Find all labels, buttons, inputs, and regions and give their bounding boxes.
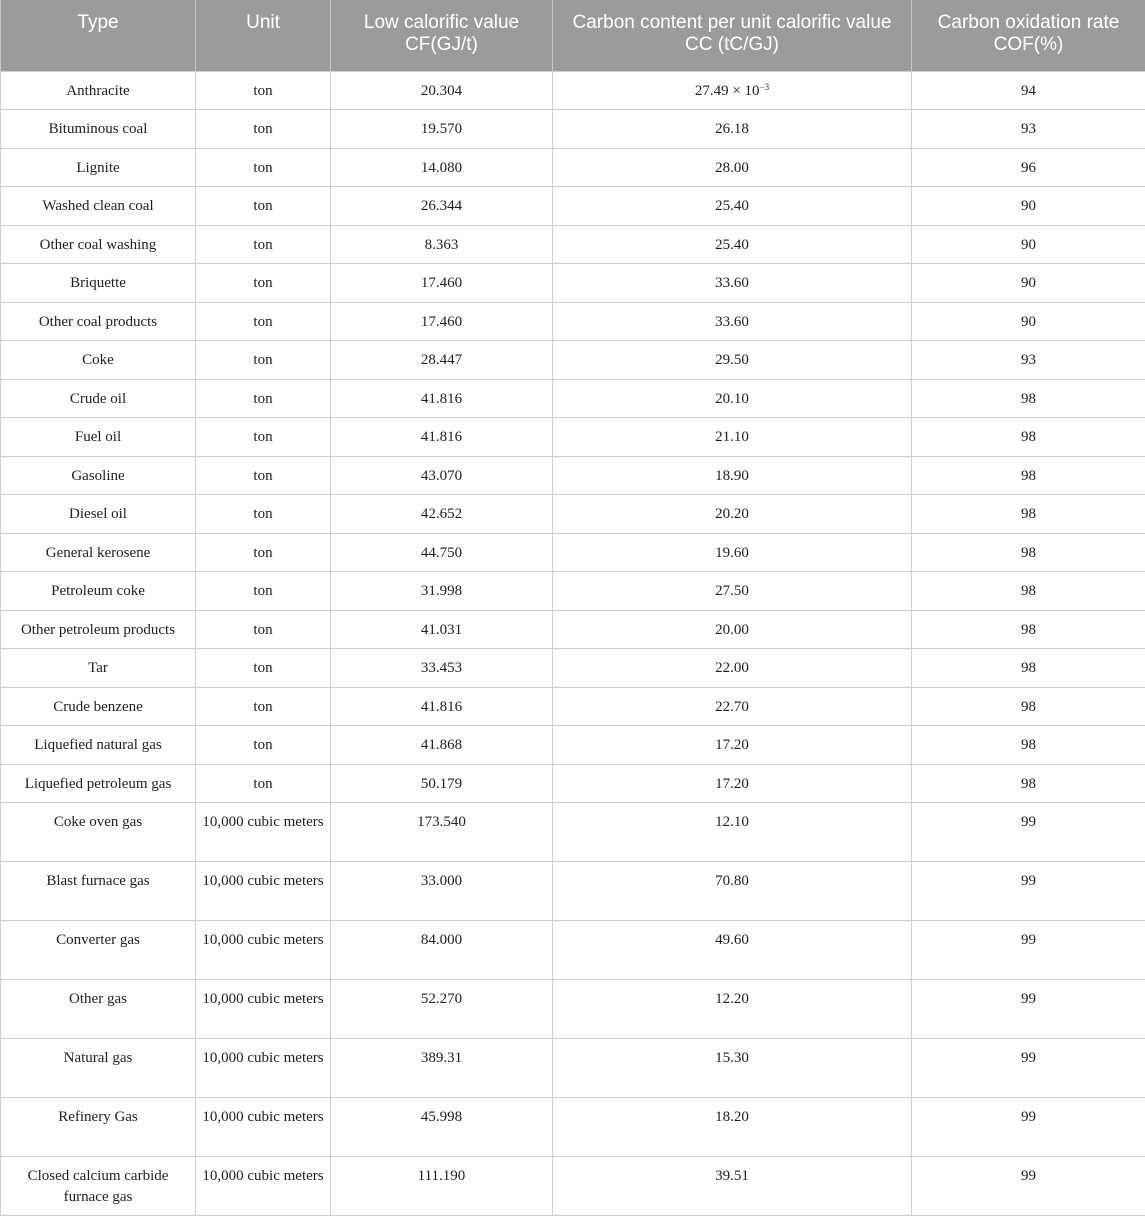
- carbon-content-cell: [553, 379, 912, 418]
- oxidation-rate-value: 99: [1021, 814, 1036, 830]
- unit-value: ton: [253, 82, 273, 99]
- calorific-value-cell: [331, 71, 553, 110]
- carbon-content-value: 28.00: [715, 159, 749, 176]
- calorific-value-value: 44.750: [420, 544, 463, 561]
- oxidation-rate-value: 98: [1021, 775, 1036, 792]
- type-cell: [1, 921, 196, 980]
- oxidation-rate-cell: [912, 110, 1145, 149]
- unit-value: ton: [253, 583, 273, 599]
- oxidation-rate-value: 99: [1021, 1168, 1036, 1184]
- unit-value: 10,000 cubic meters: [202, 1109, 324, 1125]
- carbon-content-value: 18.20: [715, 1109, 749, 1125]
- carbon-content-value: 33.60: [715, 313, 749, 330]
- type-cell: [1, 572, 196, 611]
- carbon-content-value: 29.50: [715, 352, 749, 368]
- table-row: [1, 148, 1145, 187]
- unit-value: ton: [253, 236, 273, 253]
- type-value: Crude benzene: [53, 698, 143, 715]
- calorific-value-value: 173.540: [417, 814, 466, 830]
- type-value: Other coal products: [38, 313, 158, 330]
- unit-cell: [196, 187, 331, 226]
- type-cell: [1, 533, 196, 572]
- carbon-content-cell: [553, 1039, 912, 1098]
- carbon-content-cell: [553, 980, 912, 1039]
- oxidation-rate-value: 90: [1021, 275, 1036, 291]
- type-cell: [1, 495, 196, 534]
- carbon-content-value: 21.10: [715, 429, 749, 445]
- table-row: [1, 649, 1145, 688]
- oxidation-rate-cell: [912, 341, 1145, 380]
- unit-value: ton: [253, 429, 273, 445]
- type-cell: [1, 862, 196, 921]
- type-value: Anthracite: [66, 82, 130, 99]
- unit-value: ton: [253, 698, 273, 715]
- header-carbon-content: Carbon content per unit calorific value CC (tC/GJ): [553, 0, 912, 71]
- oxidation-rate-cell: [912, 302, 1145, 341]
- oxidation-rate-cell: [912, 187, 1145, 226]
- carbon-content-value: 25.40: [715, 236, 749, 253]
- oxidation-rate-value: 99: [1021, 991, 1036, 1007]
- type-cell: [1, 418, 196, 457]
- table-row: [1, 862, 1145, 921]
- carbon-content-value: 12.10: [715, 814, 749, 830]
- oxidation-rate-value: 99: [1021, 1109, 1036, 1125]
- type-value: Other coal washing: [39, 236, 157, 253]
- table-row: [1, 495, 1145, 534]
- type-cell: [1, 726, 196, 765]
- carbon-content-value: 22.70: [715, 698, 749, 715]
- table-row: [1, 418, 1145, 457]
- oxidation-rate-cell: [912, 687, 1145, 726]
- type-cell: [1, 803, 196, 862]
- carbon-content-value: 39.51: [715, 1168, 749, 1184]
- oxidation-rate-value: 96: [1021, 159, 1036, 176]
- type-cell: [1, 225, 196, 264]
- table-row: [1, 572, 1145, 611]
- table-header: [1, 0, 1145, 71]
- exponent-superscript: −3: [759, 81, 770, 92]
- type-value: General kerosene: [45, 544, 151, 561]
- type-cell: [1, 187, 196, 226]
- carbon-content-cell: [553, 726, 912, 765]
- unit-value: 10,000 cubic meters: [202, 1050, 324, 1066]
- table-row: [1, 803, 1145, 862]
- oxidation-rate-value: 98: [1021, 583, 1036, 599]
- calorific-value-value: 33.453: [420, 660, 463, 676]
- unit-value: 10,000 cubic meters: [202, 1168, 324, 1184]
- carbon-content-cell: [553, 649, 912, 688]
- carbon-content-value: 17.20: [715, 775, 749, 792]
- table-row: [1, 187, 1145, 226]
- unit-value: 10,000 cubic meters: [202, 932, 324, 948]
- oxidation-rate-cell: [912, 610, 1145, 649]
- table-row: [1, 533, 1145, 572]
- type-cell: [1, 148, 196, 187]
- type-value: Liquefied natural gas: [34, 737, 162, 753]
- carbon-content-cell: [553, 862, 912, 921]
- table-row: [1, 610, 1145, 649]
- unit-cell: [196, 148, 331, 187]
- unit-value: ton: [253, 352, 273, 368]
- type-cell: [1, 456, 196, 495]
- type-value: Briquette: [70, 275, 126, 291]
- unit-value: ton: [253, 660, 273, 676]
- calorific-value-cell: [331, 572, 553, 611]
- oxidation-rate-value: 98: [1021, 698, 1036, 715]
- type-value: Tar: [88, 660, 108, 676]
- calorific-value-cell: [331, 110, 553, 149]
- table-row: [1, 1098, 1145, 1157]
- calorific-value-cell: [331, 341, 553, 380]
- carbon-content-value: 22.00: [715, 660, 749, 676]
- oxidation-rate-value: 90: [1021, 198, 1036, 214]
- type-cell: [1, 649, 196, 688]
- table-row: [1, 1039, 1145, 1098]
- carbon-content-cell: [553, 687, 912, 726]
- oxidation-rate-cell: [912, 418, 1145, 457]
- unit-cell: [196, 862, 331, 921]
- carbon-content-value: 19.60: [715, 544, 749, 561]
- calorific-value-cell: [331, 726, 553, 765]
- calorific-value-value: 31.998: [420, 583, 463, 599]
- carbon-content-value: 20.10: [715, 390, 749, 407]
- unit-value: ton: [253, 313, 273, 330]
- unit-cell: [196, 379, 331, 418]
- oxidation-rate-cell: [912, 1098, 1145, 1157]
- table-row: [1, 764, 1145, 803]
- unit-cell: [196, 726, 331, 765]
- oxidation-rate-cell: [912, 1039, 1145, 1098]
- type-value: Gasoline: [71, 467, 125, 484]
- calorific-value-cell: [331, 687, 553, 726]
- unit-cell: [196, 533, 331, 572]
- oxidation-rate-value: 99: [1021, 932, 1036, 948]
- calorific-value-value: 42.652: [420, 506, 463, 522]
- unit-cell: [196, 456, 331, 495]
- oxidation-rate-cell: [912, 862, 1145, 921]
- carbon-content-value: 15.30: [715, 1050, 749, 1066]
- calorific-value-cell: [331, 1098, 553, 1157]
- oxidation-rate-cell: [912, 980, 1145, 1039]
- oxidation-rate-cell: [912, 572, 1145, 611]
- type-value: Closed calcium carbide furnace gas: [27, 1168, 169, 1205]
- oxidation-rate-value: 90: [1021, 313, 1036, 330]
- unit-cell: [196, 264, 331, 303]
- type-value: Bituminous coal: [48, 121, 148, 137]
- unit-cell: [196, 649, 331, 688]
- type-value: Blast furnace gas: [46, 873, 150, 889]
- unit-value: ton: [253, 544, 273, 561]
- oxidation-rate-cell: [912, 456, 1145, 495]
- oxidation-rate-value: 99: [1021, 873, 1036, 889]
- type-cell: [1, 1157, 196, 1216]
- carbon-content-cell: [553, 495, 912, 534]
- table-row: [1, 980, 1145, 1039]
- carbon-content-value: 18.90: [715, 467, 749, 484]
- oxidation-rate-value: 93: [1021, 352, 1036, 368]
- carbon-content-cell: [553, 225, 912, 264]
- unit-cell: [196, 225, 331, 264]
- carbon-content-cell: [553, 341, 912, 380]
- calorific-value-value: 41.816: [420, 390, 463, 407]
- unit-value: ton: [253, 737, 273, 753]
- calorific-value-value: 111.190: [417, 1168, 466, 1184]
- carbon-content-cell: [553, 456, 912, 495]
- calorific-value-value: 20.304: [420, 82, 463, 99]
- calorific-value-cell: [331, 302, 553, 341]
- calorific-value-cell: [331, 456, 553, 495]
- unit-cell: [196, 572, 331, 611]
- carbon-content-value: 70.80: [715, 873, 749, 889]
- type-cell: [1, 687, 196, 726]
- type-cell: [1, 980, 196, 1039]
- calorific-value-cell: [331, 533, 553, 572]
- carbon-content-value: 27.50: [715, 583, 749, 599]
- type-value: Natural gas: [63, 1050, 133, 1066]
- carbon-content-cell: [553, 187, 912, 226]
- calorific-value-cell: [331, 1157, 553, 1216]
- table-body: [1, 71, 1145, 1216]
- unit-cell: [196, 341, 331, 380]
- unit-value: 10,000 cubic meters: [202, 991, 324, 1007]
- carbon-content-value: 25.40: [715, 198, 749, 214]
- oxidation-rate-cell: [912, 264, 1145, 303]
- type-cell: [1, 379, 196, 418]
- carbon-content-cell: [553, 764, 912, 803]
- table-row: [1, 921, 1145, 980]
- oxidation-rate-cell: [912, 649, 1145, 688]
- header-unit: Unit: [196, 0, 331, 71]
- unit-cell: [196, 418, 331, 457]
- type-cell: [1, 110, 196, 149]
- type-value: Washed clean coal: [42, 198, 154, 214]
- unit-cell: [196, 71, 331, 110]
- calorific-value-value: 41.031: [420, 621, 463, 638]
- calorific-value-value: 50.179: [420, 775, 463, 792]
- calorific-value-cell: [331, 187, 553, 226]
- unit-cell: [196, 495, 331, 534]
- type-value: Lignite: [76, 159, 120, 176]
- table-row: [1, 1157, 1145, 1216]
- table-row: [1, 726, 1145, 765]
- carbon-content-cell: [553, 533, 912, 572]
- type-value: Coke oven gas: [53, 814, 143, 830]
- oxidation-rate-cell: [912, 1157, 1145, 1216]
- oxidation-rate-cell: [912, 148, 1145, 187]
- oxidation-rate-cell: [912, 726, 1145, 765]
- unit-value: ton: [253, 121, 273, 137]
- type-cell: [1, 1039, 196, 1098]
- type-cell: [1, 71, 196, 110]
- type-value: Crude oil: [69, 390, 127, 407]
- type-value: Other gas: [69, 991, 127, 1007]
- calorific-value-cell: [331, 264, 553, 303]
- unit-value: ton: [253, 198, 273, 214]
- oxidation-rate-value: 98: [1021, 390, 1036, 407]
- unit-value: ton: [253, 390, 273, 407]
- unit-cell: [196, 1098, 331, 1157]
- table-row: [1, 302, 1145, 341]
- carbon-content-cell: [553, 148, 912, 187]
- unit-cell: [196, 1157, 331, 1216]
- oxidation-rate-value: 93: [1021, 121, 1036, 137]
- header-row: [1, 0, 1145, 71]
- calorific-value-cell: [331, 921, 553, 980]
- unit-cell: [196, 980, 331, 1039]
- calorific-value-value: 45.998: [420, 1109, 463, 1125]
- unit-cell: [196, 921, 331, 980]
- unit-cell: [196, 610, 331, 649]
- type-value: Fuel oil: [74, 429, 122, 445]
- carbon-content-cell: [553, 572, 912, 611]
- unit-value: ton: [253, 775, 273, 792]
- unit-value: ton: [253, 467, 273, 484]
- calorific-value-cell: [331, 803, 553, 862]
- calorific-value-value: 28.447: [420, 352, 463, 368]
- calorific-value-cell: [331, 418, 553, 457]
- type-value: Liquefied petroleum gas: [24, 775, 172, 792]
- oxidation-rate-value: 94: [1021, 82, 1036, 99]
- calorific-value-cell: [331, 610, 553, 649]
- calorific-value-value: 8.363: [424, 236, 459, 253]
- header-carbon-oxidation-rate: Carbon oxidation rate COF(%): [912, 0, 1145, 71]
- calorific-value-cell: [331, 1039, 553, 1098]
- carbon-content-cell: [553, 302, 912, 341]
- type-value: Refinery Gas: [58, 1109, 138, 1125]
- header-type: Type: [1, 0, 196, 71]
- calorific-value-value: 17.460: [420, 313, 463, 330]
- oxidation-rate-cell: [912, 764, 1145, 803]
- unit-value: ton: [253, 275, 273, 291]
- calorific-value-cell: [331, 764, 553, 803]
- carbon-content-cell: [553, 1098, 912, 1157]
- calorific-value-cell: [331, 148, 553, 187]
- unit-cell: [196, 687, 331, 726]
- unit-cell: [196, 110, 331, 149]
- oxidation-rate-value: 98: [1021, 506, 1036, 522]
- type-cell: [1, 1098, 196, 1157]
- table-row: [1, 264, 1145, 303]
- carbon-content-value: 12.20: [715, 991, 749, 1007]
- type-cell: [1, 302, 196, 341]
- oxidation-rate-cell: [912, 225, 1145, 264]
- unit-cell: [196, 803, 331, 862]
- oxidation-rate-value: 98: [1021, 621, 1036, 638]
- oxidation-rate-value: 98: [1021, 544, 1036, 561]
- type-value: Converter gas: [56, 932, 140, 948]
- type-cell: [1, 610, 196, 649]
- carbon-content-cell: [553, 264, 912, 303]
- carbon-content-cell: [553, 110, 912, 149]
- unit-cell: [196, 1039, 331, 1098]
- calorific-value-value: 14.080: [420, 159, 463, 176]
- calorific-value-value: 19.570: [420, 121, 463, 137]
- carbon-content-value: 27.49 × 10: [694, 82, 760, 99]
- table-row: [1, 110, 1145, 149]
- carbon-content-cell: [553, 610, 912, 649]
- calorific-value-value: 389.31: [420, 1050, 463, 1066]
- calorific-value-value: 26.344: [420, 198, 463, 214]
- oxidation-rate-cell: [912, 71, 1145, 110]
- type-value: Petroleum coke: [51, 583, 145, 599]
- unit-value: ton: [253, 159, 273, 176]
- oxidation-rate-value: 98: [1021, 429, 1036, 445]
- calorific-value-value: 41.816: [420, 698, 463, 715]
- carbon-content-value: 26.18: [715, 121, 749, 137]
- table-row: [1, 71, 1145, 110]
- oxidation-rate-cell: [912, 379, 1145, 418]
- carbon-content-value: 20.00: [715, 621, 749, 638]
- table-row: [1, 341, 1145, 380]
- carbon-content-cell: [553, 803, 912, 862]
- carbon-content-cell: [553, 921, 912, 980]
- oxidation-rate-cell: [912, 533, 1145, 572]
- calorific-value-cell: [331, 862, 553, 921]
- oxidation-rate-value: 98: [1021, 467, 1036, 484]
- oxidation-rate-value: 90: [1021, 236, 1036, 253]
- carbon-content-value: 20.20: [715, 506, 749, 522]
- unit-cell: [196, 764, 331, 803]
- oxidation-rate-cell: [912, 495, 1145, 534]
- carbon-content-value: 33.60: [715, 275, 749, 291]
- calorific-value-cell: [331, 379, 553, 418]
- type-cell: [1, 764, 196, 803]
- calorific-value-cell: [331, 980, 553, 1039]
- type-value: Coke: [82, 352, 114, 368]
- calorific-value-value: 17.460: [420, 275, 463, 291]
- type-cell: [1, 341, 196, 380]
- calorific-value-cell: [331, 495, 553, 534]
- calorific-value-value: 41.868: [420, 737, 463, 753]
- oxidation-rate-value: 98: [1021, 660, 1036, 676]
- unit-value: ton: [253, 621, 273, 638]
- calorific-value-cell: [331, 225, 553, 264]
- calorific-value-value: 41.816: [420, 429, 463, 445]
- table-row: [1, 456, 1145, 495]
- table-row: [1, 379, 1145, 418]
- table-row: [1, 687, 1145, 726]
- unit-value: 10,000 cubic meters: [202, 814, 324, 830]
- oxidation-rate-cell: [912, 921, 1145, 980]
- oxidation-rate-value: 99: [1021, 1050, 1036, 1066]
- calorific-value-cell: [331, 649, 553, 688]
- carbon-content-cell: [553, 71, 912, 110]
- table-row: [1, 225, 1145, 264]
- header-low-calorific-value: Low calorific value CF(GJ/t): [331, 0, 553, 71]
- carbon-content-value: 49.60: [715, 932, 749, 948]
- type-cell: [1, 264, 196, 303]
- calorific-value-value: 43.070: [420, 467, 463, 484]
- calorific-value-value: 52.270: [420, 991, 463, 1007]
- oxidation-rate-value: 98: [1021, 737, 1036, 753]
- calorific-value-value: 33.000: [420, 873, 463, 889]
- carbon-content-cell: [553, 418, 912, 457]
- oxidation-rate-cell: [912, 803, 1145, 862]
- carbon-content-value: 17.20: [715, 737, 749, 753]
- unit-value: ton: [253, 506, 273, 522]
- type-value: Diesel oil: [69, 506, 127, 522]
- type-value: Other petroleum products: [20, 621, 176, 638]
- calorific-value-value: 84.000: [420, 932, 463, 948]
- unit-value: 10,000 cubic meters: [202, 873, 324, 889]
- unit-cell: [196, 302, 331, 341]
- carbon-content-cell: [553, 1157, 912, 1216]
